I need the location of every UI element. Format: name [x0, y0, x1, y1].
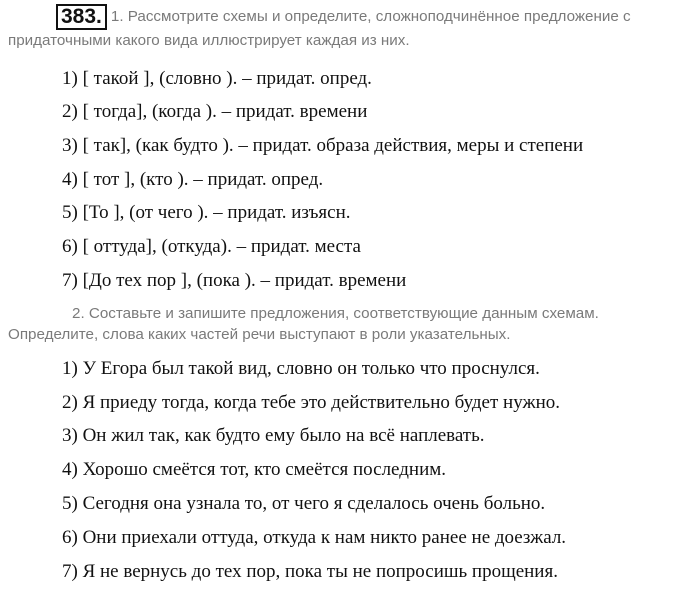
sentence-item-1: 1) У Егора был такой вид, словно он только что проснулся.	[62, 358, 540, 379]
part2-instruction	[8, 303, 698, 345]
part1-instruction-line1: 1. Рассмотрите схемы и определите, сложноподчинённое предложение с	[110, 8, 631, 25]
task-number-box: 383.	[56, 4, 107, 30]
scheme-item-5: 5) [То ], (от чего ). – придат. изъясн.	[62, 202, 351, 223]
part1-instruction	[8, 4, 698, 51]
part1-instruction-line2: придаточными какого вида иллюстрирует каждая из них.	[8, 32, 410, 49]
scheme-item-2: 2) [ тогда], (когда ). – придат. времени	[62, 101, 368, 122]
sentence-item-4: 4) Хорошо смеётся тот, кто смеётся последним.	[62, 459, 447, 480]
sentence-item-2: 2) Я приеду тогда, когда тебе это действительно будет нужно.	[62, 392, 560, 413]
scheme-item-3: 3) [ так], (как будто ). – придат. образа действия, меры и степени	[62, 135, 584, 156]
scheme-item-1: 1) [ такой ], (словно ). – придат. опред.	[62, 68, 372, 89]
sentence-item-6: 6) Они приехали оттуда, откуда к нам никто ранее не доезжал.	[62, 527, 567, 548]
part2-instruction-line2: Определите, слова каких частей речи выступают в роли указательных.	[8, 326, 511, 343]
scheme-item-7: 7) [До тех пор ], (пока ). – придат. времени	[62, 270, 407, 291]
part2-instruction-line1: 2. Составьте и запишите предложения, соответствующие данным схемам.	[72, 305, 599, 322]
scheme-item-6: 6) [ оттуда], (откуда). – придат. места	[62, 236, 361, 257]
scheme-item-4: 4) [ тот ], (кто ). – придат. опред.	[62, 169, 324, 190]
sentence-item-5: 5) Сегодня она узнала то, от чего я сделалось очень больно.	[62, 493, 546, 514]
sentence-item-7: 7) Я не вернусь до тех пор, пока ты не попросишь прощения.	[62, 561, 558, 582]
sentence-item-3: 3) Он жил так, как будто ему было на всё наплевать.	[62, 425, 485, 446]
